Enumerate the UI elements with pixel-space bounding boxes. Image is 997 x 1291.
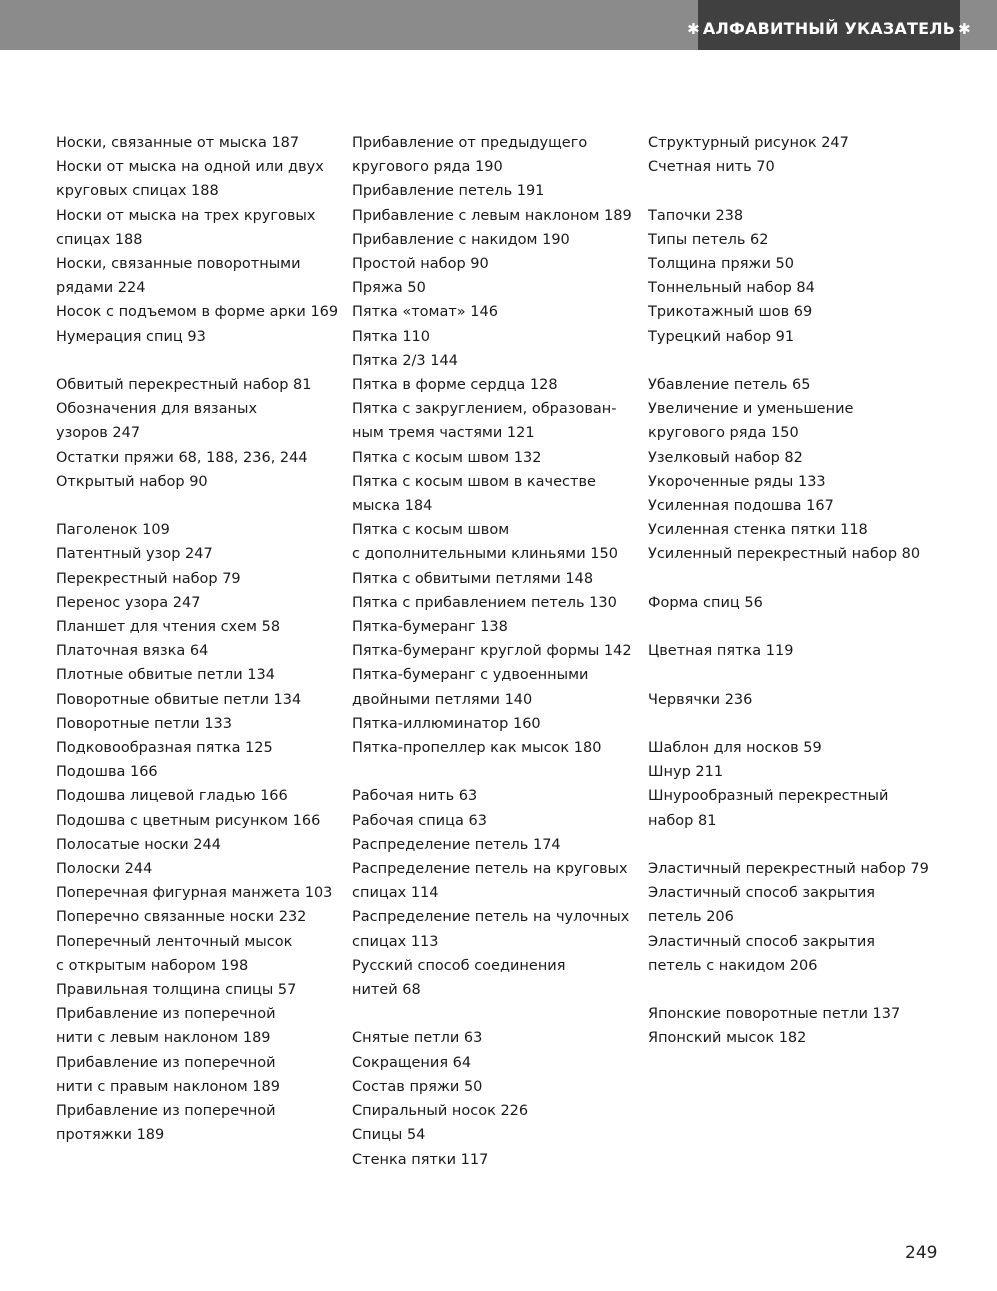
index-entry-line: Планшет для чтения схем 58 <box>56 619 281 636</box>
index-entry-line: Обозначения для вязаных <box>56 401 258 418</box>
index-entry-line: Перенос узора 247 <box>56 594 201 611</box>
index-entry-line: Шнур 211 <box>648 764 724 781</box>
index-group <box>352 131 642 760</box>
index-entry-line: Распределение петель на чулочных <box>352 909 630 926</box>
index-entry-line: Эластичный способ закрытия <box>648 885 875 902</box>
index-entry-line: Шнурообразный перекрестный <box>648 788 889 805</box>
index-entry-line: Пятка 2/3 144 <box>352 352 458 369</box>
index-entry-line: Пряжа 50 <box>352 280 426 297</box>
index-entry-line: Пятка-бумеранг с удвоенными <box>352 667 589 684</box>
index-entry-line: Распределение петель 174 <box>352 836 561 853</box>
index-entry-line: Толщина пряжи 50 <box>648 256 795 272</box>
index-entry-line: Полоски 244 <box>56 861 153 878</box>
index-entry-line: нитей 68 <box>352 982 421 999</box>
index-group <box>648 204 938 349</box>
index-entry-line: Прибавление с накидом 190 <box>352 231 570 248</box>
index-entry-line: Японские поворотные петли 137 <box>648 1006 901 1023</box>
section-title-text: АЛФАВИТНЫЙ УКАЗАТЕЛЬ <box>702 18 956 38</box>
index-entry-line: Форма спиц 56 <box>648 594 763 611</box>
index-entry-line: Прибавление из поперечной <box>56 1103 276 1120</box>
index-column-3 <box>648 131 938 1075</box>
index-entry-line: Простой набор 90 <box>352 256 489 273</box>
index-entry-line: Спиральный носок 226 <box>352 1103 529 1120</box>
index-entry-line: спицах 113 <box>352 933 439 950</box>
index-entry-line: Паголенок 109 <box>56 522 170 539</box>
index-entry-line: Пятка с косым швом 132 <box>352 449 542 466</box>
index-entry-line: Пятка-иллюминатор 160 <box>352 715 541 732</box>
index-entry-line: Пятка с косым швом <box>352 522 510 539</box>
asterisk-icon: ✱ <box>687 19 700 38</box>
index-entry-line: Пятка с прибавлением петель 130 <box>352 594 617 611</box>
index-entry-line: Пятка-бумеранг круглой формы 142 <box>352 643 632 660</box>
index-entry-line: Типы петель 62 <box>648 231 769 248</box>
index-group <box>648 373 938 567</box>
index-entry-line: спицах 188 <box>56 231 143 248</box>
index-entry-line: Рабочая спица 63 <box>352 812 487 829</box>
index-group <box>648 639 938 663</box>
index-entry-line: Распределение петель на круговых <box>352 861 628 878</box>
index-group <box>648 688 938 712</box>
section-header-tab <box>687 0 971 50</box>
asterisk-icon: ✱ <box>958 19 971 38</box>
index-entry-line: Носки, связанные от мыска 187 <box>56 135 300 151</box>
index-entry-line: с открытым набором 198 <box>56 957 249 974</box>
index-entry-line: Усиленная стенка пятки 118 <box>648 522 868 539</box>
index-entry-line: Полосатые носки 244 <box>56 836 221 853</box>
index-entry-line: Усиленный перекрестный набор 80 <box>648 546 921 563</box>
index-entry-line: Укороченные ряды 133 <box>648 473 826 490</box>
index-entry-line: узоров 247 <box>56 425 141 442</box>
index-entry-line: ным тремя частями 121 <box>352 425 535 442</box>
index-entry-line: Поперечный ленточный мысок <box>56 933 293 950</box>
index-entry-line: Цветная пятка 119 <box>648 643 794 660</box>
index-entry-line: Поворотные обвитые петли 134 <box>56 691 302 708</box>
index-group <box>56 131 346 349</box>
index-entry-line: Пятка с косым швом в качестве <box>352 473 596 490</box>
section-title <box>684 19 974 38</box>
index-group <box>352 1026 642 1171</box>
index-entry-line: Подошва лицевой гладью 166 <box>56 788 288 805</box>
index-entry-line: Снятые петли 63 <box>352 1030 483 1047</box>
index-entry-line: Поперечно связанные носки 232 <box>56 909 307 926</box>
index-entry-line: Пятка «томат» 146 <box>352 304 498 321</box>
index-group <box>56 373 346 494</box>
index-entry-line: Перекрестный набор 79 <box>56 570 241 587</box>
index-column-2 <box>352 131 642 1196</box>
index-group <box>648 736 938 833</box>
index-entry-line: Носки от мыска на трех круговых <box>56 207 316 224</box>
index-entry-line: Трикотажный шов 69 <box>648 304 813 321</box>
index-group <box>352 784 642 1002</box>
index-entry-line: мыска 184 <box>352 498 433 515</box>
index-group <box>648 591 938 615</box>
index-entry-line: Эластичный способ закрытия <box>648 933 875 950</box>
index-group <box>648 131 938 179</box>
index-entry-line: кругового ряда 190 <box>352 159 503 176</box>
index-entry-line: набор 81 <box>648 812 717 829</box>
index-entry-line: Носки, связанные поворотными <box>56 256 301 273</box>
index-entry-line: Увеличение и уменьшение <box>648 401 854 418</box>
index-entry-line: Турецкий набор 91 <box>648 328 795 345</box>
index-entry-line: круговых спицах 188 <box>56 183 219 200</box>
index-entry-line: кругового ряда 150 <box>648 425 799 442</box>
index-entry-line: Червячки 236 <box>648 691 753 708</box>
index-entry-line: Структурный рисунок 247 <box>648 135 849 151</box>
index-entry-line: Эластичный перекрестный набор 79 <box>648 860 929 877</box>
index-entry-line: Прибавление из поперечной <box>56 1054 276 1071</box>
index-entry-line: Пятка в форме сердца 128 <box>352 377 558 394</box>
index-group <box>56 518 346 1147</box>
index-entry-line: Счетная нить 70 <box>648 159 775 176</box>
index-group <box>648 1002 938 1050</box>
index-entry-line: Усиленная подошва 167 <box>648 498 834 515</box>
index-entry-line: Поворотные петли 133 <box>56 715 232 732</box>
index-entry-line: Пятка-пропеллер как мысок 180 <box>352 740 602 757</box>
index-entry-line: Стенка пятки 117 <box>352 1151 489 1168</box>
index-entry-line: Подошва с цветным рисунком 166 <box>56 812 321 829</box>
index-entry-line: Узелковый набор 82 <box>648 449 803 466</box>
index-entry-line: петель с накидом 206 <box>648 957 818 974</box>
index-entry-line: Прибавление петель 191 <box>352 183 545 200</box>
index-entry-line: с дополнительными клиньями 150 <box>352 546 618 563</box>
index-entry-line: спицах 114 <box>352 885 439 902</box>
index-entry-line: Носок с подъемом в форме арки 169 <box>56 304 339 321</box>
index-entry-line: Подошва 166 <box>56 764 158 781</box>
index-entry-line: Подковообразная пятка 125 <box>56 740 273 757</box>
index-entry-line: Плотные обвитые петли 134 <box>56 667 275 684</box>
index-entry-line: Платочная вязка 64 <box>56 643 209 660</box>
index-entry-line: рядами 224 <box>56 280 146 297</box>
index-entry-line: Пятка с закруглением, образован- <box>352 401 617 418</box>
index-entry-line: нити с левым наклоном 189 <box>56 1030 271 1047</box>
index-entry-line: Японский мысок 182 <box>648 1030 807 1047</box>
index-column-1 <box>56 131 346 1172</box>
index-entry-line: двойными петлями 140 <box>352 691 533 708</box>
index-entry-line: Состав пряжи 50 <box>352 1078 483 1095</box>
index-entry-line: Русский способ соединения <box>352 957 566 974</box>
index-entry-line: Нумерация спиц 93 <box>56 328 206 345</box>
index-entry-line: Остатки пряжи 68, 188, 236, 244 <box>56 449 308 466</box>
index-entry-line: Тапочки 238 <box>648 207 744 224</box>
page-number: 249 <box>905 1243 938 1263</box>
index-entry-line: Тоннельный набор 84 <box>648 280 815 297</box>
index-entry-line: Пятка с обвитыми петлями 148 <box>352 570 594 587</box>
index-entry-line: нити с правым наклоном 189 <box>56 1078 280 1095</box>
index-entry-line: Правильная толщина спицы 57 <box>56 982 297 999</box>
index-entry-line: Носки от мыска на одной или двух <box>56 159 324 176</box>
index-entry-line: Поперечная фигурная манжета 103 <box>56 885 333 902</box>
index-entry-line: Открытый набор 90 <box>56 473 208 490</box>
index-entry-line: Спицы 54 <box>352 1127 426 1144</box>
index-entry-line: петель 206 <box>648 909 734 926</box>
index-entry-line: Обвитый перекрестный набор 81 <box>56 377 312 394</box>
index-entry-line: Прибавление с левым наклоном 189 <box>352 207 632 224</box>
index-entry-line: Убавление петель 65 <box>648 377 811 393</box>
index-entry-line: Патентный узор 247 <box>56 546 213 563</box>
index-group <box>648 857 938 978</box>
index-entry-line: Сокращения 64 <box>352 1054 472 1071</box>
index-entry-line: Прибавление от предыдущего <box>352 135 588 151</box>
index-entry-line: Пятка-бумеранг 138 <box>352 619 508 636</box>
index-entry-line: Пятка 110 <box>352 328 431 345</box>
index-entry-line: Прибавление из поперечной <box>56 1006 276 1023</box>
index-entry-line: Рабочая нить 63 <box>352 788 478 805</box>
index-entry-line: протяжки 189 <box>56 1127 165 1144</box>
index-entry-line: Шаблон для носков 59 <box>648 739 822 756</box>
